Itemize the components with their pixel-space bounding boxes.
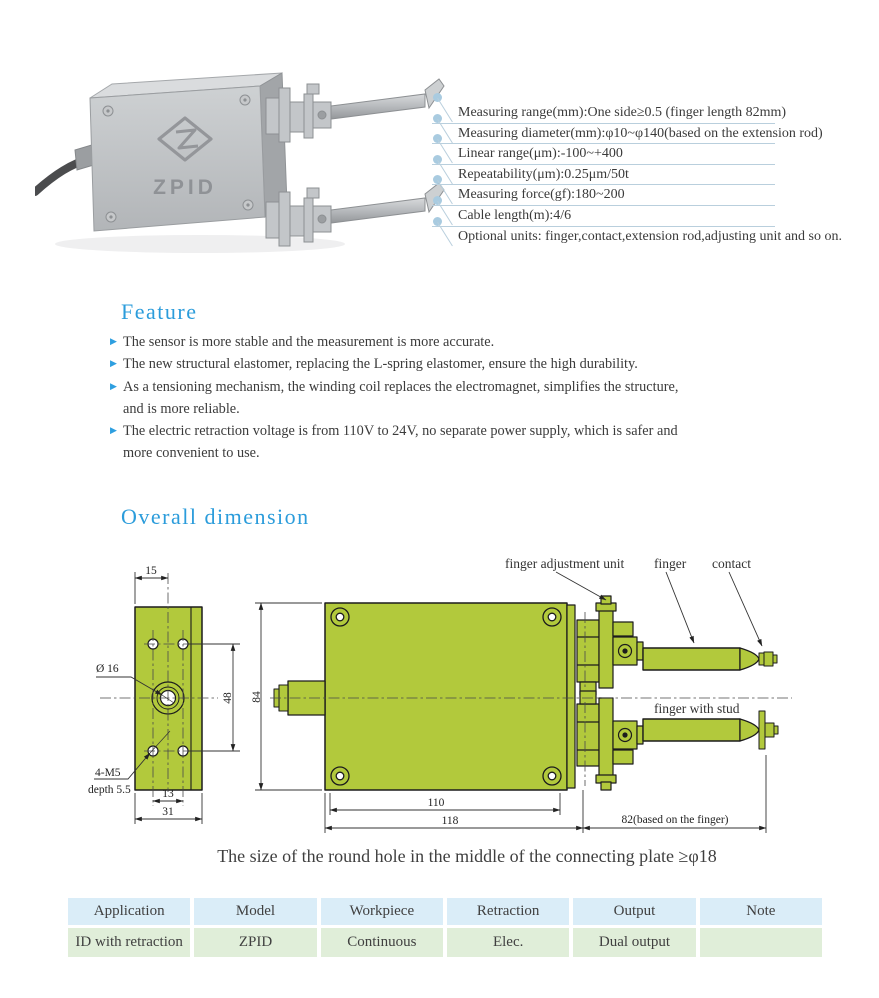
dim-13: 13: [162, 788, 174, 800]
finger-assembly-upper: [577, 596, 777, 695]
table-cell: ID with retraction: [68, 928, 190, 957]
spec-item: [432, 206, 775, 227]
table-header-cell: Workpiece: [321, 898, 443, 925]
feature-list: [110, 331, 682, 465]
feature-item-text: The sensor is more stable and the measurement is more accurate.: [123, 334, 495, 350]
spec-item: [432, 144, 775, 165]
spec-item: [432, 103, 787, 124]
triangle-bullet-icon: ▶: [110, 337, 117, 347]
photo-shadow: [55, 235, 345, 253]
dim-82: 82(based on the finger): [621, 814, 729, 826]
feature-item-text: As a tensioning mechanism, the winding coil replaces the electromagnet, simplifies the structure, and is more reliable.: [123, 378, 679, 417]
spec-list: [432, 103, 842, 246]
label-finger-adjustment-unit: finger adjustment unit: [505, 556, 625, 571]
table-cell: [700, 928, 822, 957]
feature-item-text: The new structural elastomer, replacing the L-spring elastomer, ensure the high durability.: [123, 356, 638, 373]
dim-dia16: Ø 16: [96, 663, 119, 675]
probe-lower: [266, 183, 444, 246]
dim-4m5: 4-M5: [95, 767, 121, 779]
spec-item-text: Repeatability(μm):0.25μm/50t: [458, 166, 629, 182]
model-table: [68, 898, 822, 957]
dim-110: 110: [427, 797, 445, 809]
feature-item: [110, 331, 682, 353]
spec-item-text: Measuring range(mm):One side≥0.5 (finger length 82mm): [458, 105, 787, 120]
table-header-cell: Model: [194, 898, 316, 925]
label-contact: contact: [712, 556, 751, 571]
spec-item-text: Optional units: finger,contact,extension rod,adjusting unit and so on.: [458, 228, 842, 244]
table-header-cell: Output: [573, 898, 695, 925]
spec-item-text: Cable length(m):4/6: [458, 207, 572, 223]
table-cell: ZPID: [194, 928, 316, 957]
feature-section-title: Feature: [121, 299, 198, 324]
spec-item: [432, 185, 775, 206]
table-header-cell: Note: [700, 898, 822, 925]
spec-item-text: Measuring force(gf):180~200: [458, 187, 625, 203]
label-finger: finger: [654, 556, 687, 571]
overall-dimension-drawing: [0, 546, 879, 848]
table-cell: Dual output: [573, 928, 695, 957]
spec-item: [432, 165, 775, 186]
product-photo: [35, 58, 445, 270]
dim-48: 48: [222, 692, 234, 704]
dim-31: 31: [162, 806, 174, 818]
label-finger-with-stud: finger with stud: [654, 701, 740, 716]
feature-item: [110, 353, 682, 375]
table-header-cell: Application: [68, 898, 190, 925]
sensor-box: [90, 73, 287, 231]
spec-item-text: Measuring diameter(mm):φ10~φ140(based on the extension rod): [458, 125, 823, 141]
dim-84: 84: [251, 691, 263, 703]
table-cell: Elec.: [447, 928, 569, 957]
spec-item: [432, 124, 823, 145]
table-cell: Continuous: [321, 928, 443, 957]
drawing-caption: The size of the round hole in the middle of the connecting plate ≥φ18: [217, 846, 717, 866]
spec-item-text: Linear range(μm):-100~+400: [458, 146, 623, 162]
feature-item: [110, 420, 682, 465]
triangle-bullet-icon: ▶: [110, 359, 117, 370]
table-header-cell: Retraction: [447, 898, 569, 925]
sensor-body-view: [274, 603, 575, 790]
product-logo-text: ZPID: [153, 176, 217, 199]
dim-15: 15: [145, 565, 157, 577]
triangle-bullet-icon: ▶: [110, 426, 117, 437]
feature-item: [110, 376, 682, 421]
spec-item: [432, 227, 842, 247]
dim-118: 118: [441, 815, 459, 827]
probe-upper: [266, 79, 444, 142]
triangle-bullet-icon: ▶: [110, 381, 117, 392]
feature-item-text: The electric retraction voltage is from 110V to 24V, no separate power supply, which is safer and more convenient to use.: [123, 423, 678, 462]
dim-depth: depth 5.5: [88, 784, 131, 796]
overall-dimension-title: Overall dimension: [121, 504, 310, 529]
sensor-cable: [35, 144, 97, 192]
